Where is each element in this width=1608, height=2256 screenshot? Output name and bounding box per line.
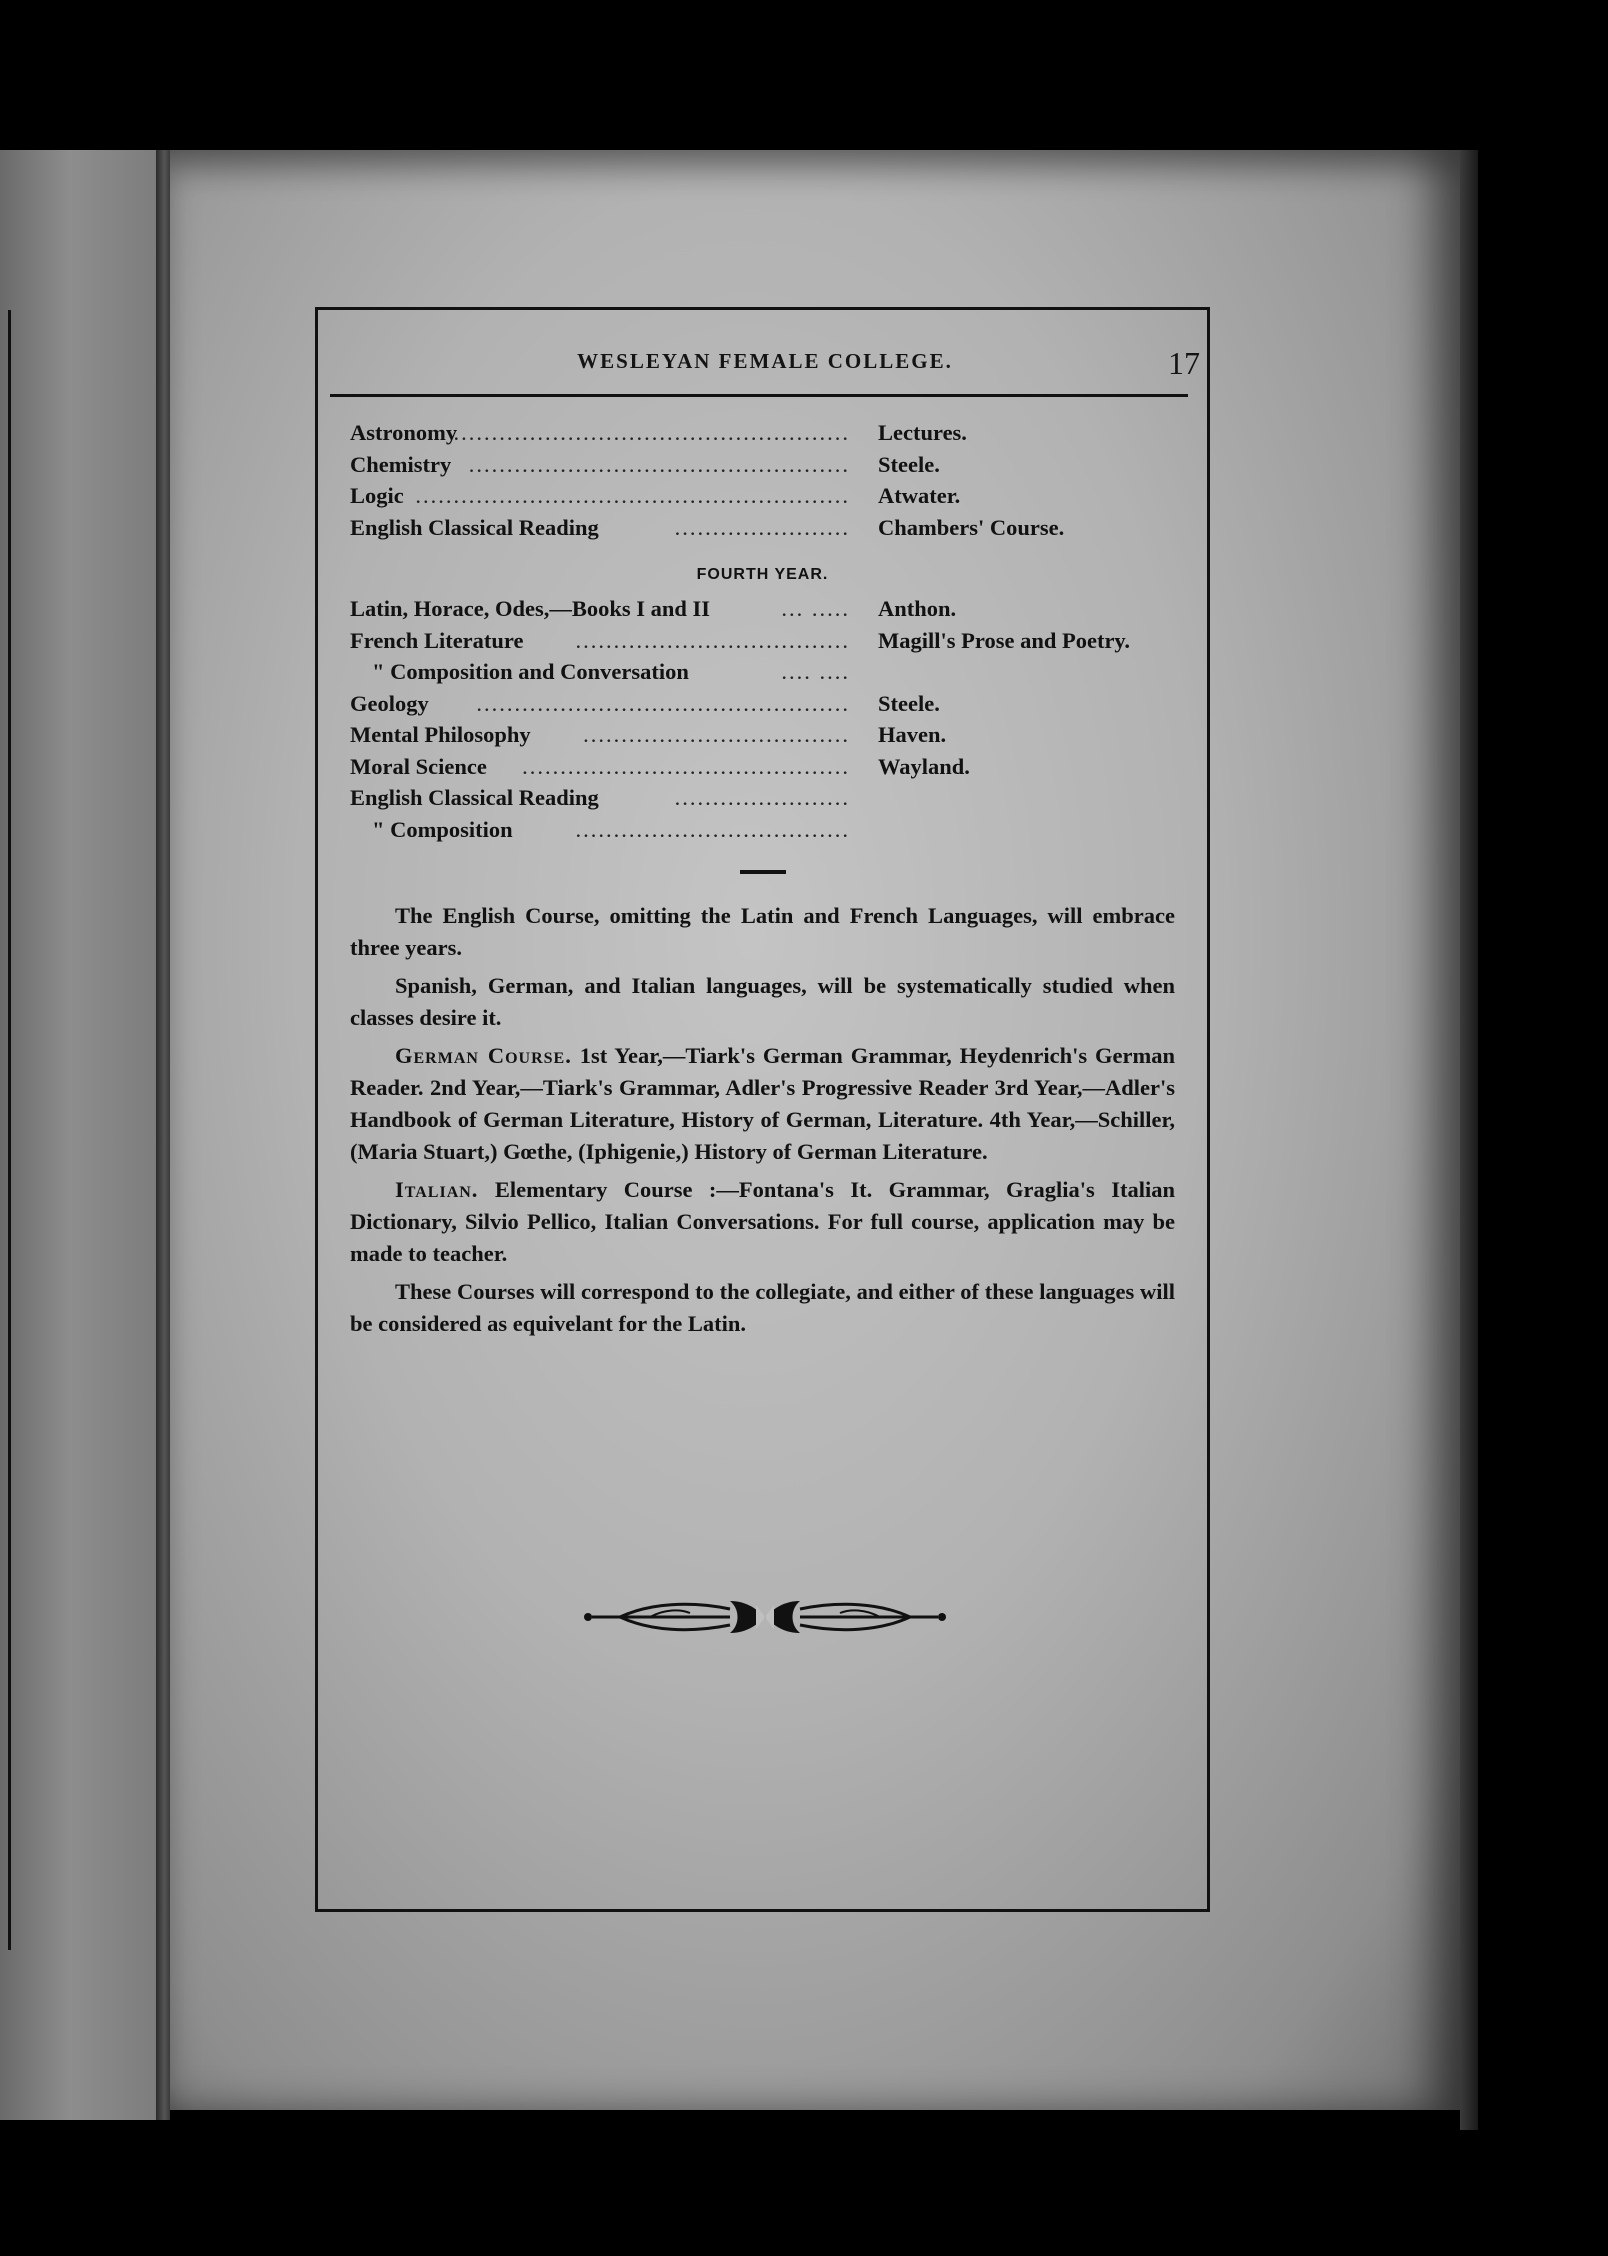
course-author: Lectures.: [878, 420, 967, 445]
course-subject: Geology: [350, 690, 429, 716]
course-row: [350, 596, 1175, 628]
german-course-text: 1st Year,—Tiark's German Grammar, Heydenrich's German Reader. 2nd Year,—Tiark's Grammar, Adler's Progressive Reader 3rd Year,—Adler's Handbook of German Literature, History of German, Literature. 4th Year,—Schiller, (Maria Stuart,) Gœthe, (Iphigenie,) History of German Literature.: [350, 1043, 1176, 1164]
italian-course-label: Italian.: [395, 1177, 479, 1202]
fourth-year-list: [350, 596, 1175, 848]
course-subject: Chemistry: [350, 451, 452, 477]
leader-dots: ... .....: [781, 596, 850, 621]
running-head: [330, 345, 1200, 385]
german-course-label: German Course.: [395, 1043, 572, 1068]
german-course-paragraph: [350, 1040, 1175, 1168]
course-row: [350, 691, 1175, 723]
course-row: [350, 754, 1175, 786]
page-number: 17: [1168, 345, 1200, 381]
leader-dots: ....................................: [575, 816, 850, 842]
course-subject: " Composition: [372, 816, 513, 842]
course-author: Chambers' Course.: [878, 514, 1065, 540]
course-row: [350, 817, 1175, 849]
leader-dots: .........................................................: [415, 483, 850, 508]
course-author: Wayland.: [878, 753, 970, 779]
course-row: [350, 515, 1175, 547]
facing-page: [0, 150, 156, 2120]
course-author: Anthon.: [878, 596, 957, 621]
running-title: WESLEYAN FEMALE COLLEGE.: [577, 349, 953, 373]
course-author: Atwater.: [878, 483, 961, 508]
course-author: Haven.: [878, 722, 947, 747]
course-row: [350, 483, 1175, 515]
leader-dots: .......................: [674, 514, 850, 540]
course-subject: Astronomy: [350, 420, 458, 445]
course-row: [350, 722, 1175, 754]
fourth-year-heading: FOURTH YEAR.: [696, 566, 829, 583]
course-subject: French Literature: [350, 627, 524, 653]
leader-dots: ...........................................: [522, 753, 850, 779]
course-row: [350, 628, 1175, 660]
leader-dots: .................................................: [476, 690, 850, 716]
course-subject: English Classical Reading: [350, 785, 599, 810]
leader-dots: ....................................................: [453, 420, 850, 445]
course-subject: Logic: [350, 483, 404, 508]
printers-ornament: [580, 1595, 950, 1640]
page-edge: [1460, 150, 1478, 2130]
italian-course-paragraph: [350, 1174, 1175, 1270]
leader-dots: ...................................: [583, 722, 850, 747]
course-subject: Mental Philosophy: [350, 722, 531, 747]
leader-dots: ....................................: [575, 627, 850, 653]
course-subject: " Composition and Conversation: [372, 659, 689, 684]
course-subject: Latin, Horace, Odes,—Books I and II: [350, 596, 711, 621]
section-divider: [740, 870, 786, 874]
third-year-list: [350, 420, 1175, 546]
leader-dots: .... ....: [781, 659, 850, 684]
english-course-paragraph: The English Course, omitting the Latin and French Languages, will embrace three years.: [350, 903, 1175, 960]
course-author: Steele.: [878, 690, 940, 716]
book-gutter: [156, 150, 170, 2120]
facing-page-rule: [8, 310, 11, 1950]
course-subject: English Classical Reading: [350, 514, 599, 540]
collegiate-paragraph: These Courses will correspond to the collegiate, and either of these languages will be considered as equivelant for the Latin.: [350, 1279, 1175, 1336]
leader-dots: .......................: [674, 785, 850, 810]
course-author: Steele.: [878, 451, 940, 477]
page-content: [350, 420, 1175, 1346]
course-row: [350, 420, 1175, 452]
italian-course-text: Elementary Course :—Fontana's It. Grammar, Graglia's Italian Dictionary, Silvio Pellico, Italian Conversations. For full course, application may be made to teacher.: [350, 1177, 1175, 1266]
course-author: Magill's Prose and Poetry.: [878, 627, 1131, 653]
leader-dots: ..................................................: [468, 451, 850, 477]
course-subject: Moral Science: [350, 753, 487, 779]
course-row: [350, 785, 1175, 817]
header-rule: [330, 394, 1188, 397]
course-row: [350, 452, 1175, 484]
course-row: [350, 659, 1175, 691]
languages-paragraph: Spanish, German, and Italian languages, will be systematically studied when classes desire it.: [350, 973, 1175, 1030]
